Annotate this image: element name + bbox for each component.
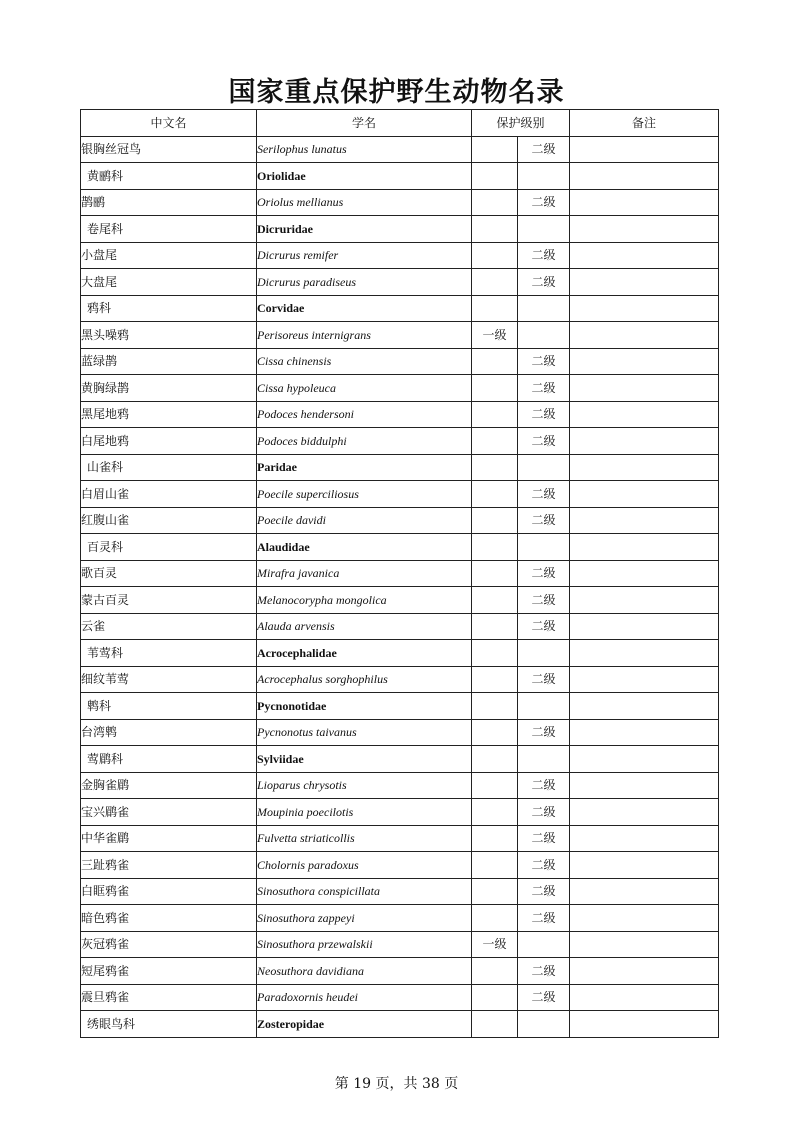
species-row bbox=[81, 375, 719, 402]
level-two-cell bbox=[518, 534, 570, 561]
scientific-name-cell: Poecile superciliosus bbox=[257, 481, 472, 508]
species-row bbox=[81, 481, 719, 508]
remarks-cell bbox=[570, 375, 719, 402]
remarks-cell bbox=[570, 295, 719, 322]
chinese-name-cell: 鸦科 bbox=[81, 295, 257, 322]
species-row bbox=[81, 560, 719, 587]
remarks-cell bbox=[570, 719, 719, 746]
family-row bbox=[81, 216, 719, 243]
level-two-cell: 二级 bbox=[518, 189, 570, 216]
remarks-cell bbox=[570, 640, 719, 667]
species-row bbox=[81, 269, 719, 296]
level-one-cell bbox=[472, 534, 518, 561]
chinese-name-cell: 短尾鸦雀 bbox=[81, 958, 257, 985]
level-two-cell: 二级 bbox=[518, 613, 570, 640]
scientific-name-cell: Dicruridae bbox=[257, 216, 472, 243]
chinese-name-cell: 白眶鸦雀 bbox=[81, 878, 257, 905]
remarks-cell bbox=[570, 693, 719, 720]
scientific-name-cell: Pycnonotus taivanus bbox=[257, 719, 472, 746]
species-row bbox=[81, 825, 719, 852]
scientific-name-cell: Serilophus lunatus bbox=[257, 136, 472, 163]
level-two-cell bbox=[518, 640, 570, 667]
level-two-cell bbox=[518, 693, 570, 720]
species-row bbox=[81, 905, 719, 932]
header-remarks: 备注 bbox=[570, 110, 719, 137]
species-row bbox=[81, 852, 719, 879]
level-two-cell: 二级 bbox=[518, 481, 570, 508]
chinese-name-cell: 黑尾地鸦 bbox=[81, 401, 257, 428]
chinese-name-cell: 鹎科 bbox=[81, 693, 257, 720]
chinese-name-cell: 金胸雀鹛 bbox=[81, 772, 257, 799]
family-row bbox=[81, 640, 719, 667]
scientific-name-cell: Oriolidae bbox=[257, 163, 472, 190]
scientific-name-cell: Dicrurus remifer bbox=[257, 242, 472, 269]
level-one-cell: 一级 bbox=[472, 931, 518, 958]
level-one-cell bbox=[472, 640, 518, 667]
scientific-name-cell: Sinosuthora zappeyi bbox=[257, 905, 472, 932]
page-number: 第 19 页，共 38 页 bbox=[334, 1076, 459, 1092]
scientific-name-cell: Moupinia poecilotis bbox=[257, 799, 472, 826]
remarks-cell bbox=[570, 507, 719, 534]
species-row bbox=[81, 772, 719, 799]
family-row bbox=[81, 1011, 719, 1038]
level-one-cell bbox=[472, 1011, 518, 1038]
scientific-name-cell: Acrocephalidae bbox=[257, 640, 472, 667]
chinese-name-cell: 银胸丝冠鸟 bbox=[81, 136, 257, 163]
scientific-name-cell: Dicrurus paradiseus bbox=[257, 269, 472, 296]
chinese-name-cell: 黑头噪鸦 bbox=[81, 322, 257, 349]
scientific-name-cell: Cholornis paradoxus bbox=[257, 852, 472, 879]
level-two-cell: 二级 bbox=[518, 719, 570, 746]
chinese-name-cell: 台湾鹎 bbox=[81, 719, 257, 746]
level-one-cell bbox=[472, 348, 518, 375]
level-two-cell: 二级 bbox=[518, 136, 570, 163]
family-row bbox=[81, 163, 719, 190]
chinese-name-cell: 灰冠鸦雀 bbox=[81, 931, 257, 958]
scientific-name-cell: Alaudidae bbox=[257, 534, 472, 561]
species-row bbox=[81, 799, 719, 826]
level-two-cell: 二级 bbox=[518, 772, 570, 799]
chinese-name-cell: 山雀科 bbox=[81, 454, 257, 481]
level-two-cell: 二级 bbox=[518, 905, 570, 932]
level-two-cell: 二级 bbox=[518, 560, 570, 587]
level-one-cell bbox=[472, 587, 518, 614]
header-protection-level: 保护级别 bbox=[472, 110, 570, 137]
species-row bbox=[81, 958, 719, 985]
scientific-name-cell: Paridae bbox=[257, 454, 472, 481]
level-one-cell bbox=[472, 242, 518, 269]
level-two-cell bbox=[518, 1011, 570, 1038]
remarks-cell bbox=[570, 931, 719, 958]
remarks-cell bbox=[570, 560, 719, 587]
remarks-cell bbox=[570, 322, 719, 349]
level-one-cell bbox=[472, 905, 518, 932]
species-row bbox=[81, 401, 719, 428]
chinese-name-cell: 黄鹂科 bbox=[81, 163, 257, 190]
scientific-name-cell: Corvidae bbox=[257, 295, 472, 322]
scientific-name-cell: Lioparus chrysotis bbox=[257, 772, 472, 799]
species-table bbox=[80, 109, 719, 1038]
scientific-name-cell: Sylviidae bbox=[257, 746, 472, 773]
remarks-cell bbox=[570, 1011, 719, 1038]
remarks-cell bbox=[570, 136, 719, 163]
level-one-cell bbox=[472, 693, 518, 720]
species-row bbox=[81, 189, 719, 216]
chinese-name-cell: 红腹山雀 bbox=[81, 507, 257, 534]
scientific-name-cell: Oriolus mellianus bbox=[257, 189, 472, 216]
remarks-cell bbox=[570, 454, 719, 481]
level-one-cell bbox=[472, 719, 518, 746]
level-one-cell bbox=[472, 613, 518, 640]
scientific-name-cell: Perisoreus internigrans bbox=[257, 322, 472, 349]
scientific-name-cell: Cissa hypoleuca bbox=[257, 375, 472, 402]
remarks-cell bbox=[570, 242, 719, 269]
scientific-name-cell: Pycnonotidae bbox=[257, 693, 472, 720]
species-row bbox=[81, 719, 719, 746]
chinese-name-cell: 小盘尾 bbox=[81, 242, 257, 269]
scientific-name-cell: Zosteropidae bbox=[257, 1011, 472, 1038]
level-two-cell: 二级 bbox=[518, 507, 570, 534]
chinese-name-cell: 蒙古百灵 bbox=[81, 587, 257, 614]
remarks-cell bbox=[570, 958, 719, 985]
remarks-cell bbox=[570, 825, 719, 852]
remarks-cell bbox=[570, 401, 719, 428]
species-row bbox=[81, 507, 719, 534]
scientific-name-cell: Podoces biddulphi bbox=[257, 428, 472, 455]
remarks-cell bbox=[570, 587, 719, 614]
level-two-cell bbox=[518, 322, 570, 349]
species-row bbox=[81, 428, 719, 455]
remarks-cell bbox=[570, 189, 719, 216]
chinese-name-cell: 中华雀鹛 bbox=[81, 825, 257, 852]
remarks-cell bbox=[570, 984, 719, 1011]
level-one-cell bbox=[472, 163, 518, 190]
chinese-name-cell: 苇莺科 bbox=[81, 640, 257, 667]
remarks-cell bbox=[570, 348, 719, 375]
level-one-cell bbox=[472, 269, 518, 296]
chinese-name-cell: 宝兴鹛雀 bbox=[81, 799, 257, 826]
level-one-cell bbox=[472, 799, 518, 826]
remarks-cell bbox=[570, 534, 719, 561]
scientific-name-cell: Acrocephalus sorghophilus bbox=[257, 666, 472, 693]
level-one-cell bbox=[472, 136, 518, 163]
header-chinese-name: 中文名 bbox=[81, 110, 257, 137]
species-row bbox=[81, 322, 719, 349]
scientific-name-cell: Alauda arvensis bbox=[257, 613, 472, 640]
scientific-name-cell: Paradoxornis heudei bbox=[257, 984, 472, 1011]
chinese-name-cell: 三趾鸦雀 bbox=[81, 852, 257, 879]
family-row bbox=[81, 746, 719, 773]
level-two-cell: 二级 bbox=[518, 348, 570, 375]
scientific-name-cell: Cissa chinensis bbox=[257, 348, 472, 375]
species-row bbox=[81, 587, 719, 614]
level-two-cell: 二级 bbox=[518, 984, 570, 1011]
level-two-cell: 二级 bbox=[518, 799, 570, 826]
remarks-cell bbox=[570, 216, 719, 243]
level-one-cell bbox=[472, 878, 518, 905]
chinese-name-cell: 震旦鸦雀 bbox=[81, 984, 257, 1011]
level-one-cell bbox=[472, 481, 518, 508]
level-two-cell bbox=[518, 454, 570, 481]
family-row bbox=[81, 295, 719, 322]
level-one-cell bbox=[472, 189, 518, 216]
chinese-name-cell: 卷尾科 bbox=[81, 216, 257, 243]
scientific-name-cell: Neosuthora davidiana bbox=[257, 958, 472, 985]
remarks-cell bbox=[570, 428, 719, 455]
level-two-cell: 二级 bbox=[518, 401, 570, 428]
level-one-cell bbox=[472, 216, 518, 243]
level-two-cell: 二级 bbox=[518, 958, 570, 985]
chinese-name-cell: 云雀 bbox=[81, 613, 257, 640]
level-one-cell: 一级 bbox=[472, 322, 518, 349]
scientific-name-cell: Sinosuthora przewalskii bbox=[257, 931, 472, 958]
level-one-cell bbox=[472, 295, 518, 322]
level-two-cell bbox=[518, 163, 570, 190]
level-one-cell bbox=[472, 375, 518, 402]
remarks-cell bbox=[570, 799, 719, 826]
scientific-name-cell: Podoces hendersoni bbox=[257, 401, 472, 428]
species-row bbox=[81, 666, 719, 693]
level-two-cell: 二级 bbox=[518, 428, 570, 455]
scientific-name-cell: Poecile davidi bbox=[257, 507, 472, 534]
level-one-cell bbox=[472, 507, 518, 534]
chinese-name-cell: 白眉山雀 bbox=[81, 481, 257, 508]
remarks-cell bbox=[570, 772, 719, 799]
table-body bbox=[81, 136, 719, 1037]
level-two-cell: 二级 bbox=[518, 242, 570, 269]
level-two-cell: 二级 bbox=[518, 852, 570, 879]
scientific-name-cell: Melanocorypha mongolica bbox=[257, 587, 472, 614]
chinese-name-cell: 鹊鹂 bbox=[81, 189, 257, 216]
species-row bbox=[81, 613, 719, 640]
chinese-name-cell: 黄胸绿鹊 bbox=[81, 375, 257, 402]
chinese-name-cell: 大盘尾 bbox=[81, 269, 257, 296]
family-row bbox=[81, 534, 719, 561]
table-header-row bbox=[81, 110, 719, 137]
level-one-cell bbox=[472, 746, 518, 773]
remarks-cell bbox=[570, 878, 719, 905]
level-two-cell: 二级 bbox=[518, 587, 570, 614]
remarks-cell bbox=[570, 481, 719, 508]
scientific-name-cell: Mirafra javanica bbox=[257, 560, 472, 587]
level-two-cell bbox=[518, 295, 570, 322]
level-two-cell: 二级 bbox=[518, 825, 570, 852]
scientific-name-cell: Fulvetta striaticollis bbox=[257, 825, 472, 852]
level-one-cell bbox=[472, 825, 518, 852]
chinese-name-cell: 绣眼鸟科 bbox=[81, 1011, 257, 1038]
family-row bbox=[81, 693, 719, 720]
remarks-cell bbox=[570, 852, 719, 879]
level-one-cell bbox=[472, 772, 518, 799]
chinese-name-cell: 百灵科 bbox=[81, 534, 257, 561]
remarks-cell bbox=[570, 666, 719, 693]
chinese-name-cell: 白尾地鸦 bbox=[81, 428, 257, 455]
level-one-cell bbox=[472, 428, 518, 455]
level-two-cell: 二级 bbox=[518, 375, 570, 402]
level-one-cell bbox=[472, 852, 518, 879]
level-one-cell bbox=[472, 666, 518, 693]
level-two-cell bbox=[518, 216, 570, 243]
chinese-name-cell: 蓝绿鹊 bbox=[81, 348, 257, 375]
level-two-cell: 二级 bbox=[518, 666, 570, 693]
chinese-name-cell: 细纹苇莺 bbox=[81, 666, 257, 693]
level-two-cell bbox=[518, 746, 570, 773]
family-row bbox=[81, 454, 719, 481]
level-one-cell bbox=[472, 958, 518, 985]
species-row bbox=[81, 984, 719, 1011]
species-row bbox=[81, 931, 719, 958]
species-row bbox=[81, 136, 719, 163]
page-title: 国家重点保护野生动物名录 bbox=[228, 77, 565, 108]
level-one-cell bbox=[472, 984, 518, 1011]
remarks-cell bbox=[570, 269, 719, 296]
level-two-cell: 二级 bbox=[518, 878, 570, 905]
remarks-cell bbox=[570, 746, 719, 773]
chinese-name-cell: 暗色鸦雀 bbox=[81, 905, 257, 932]
chinese-name-cell: 莺鹛科 bbox=[81, 746, 257, 773]
species-row bbox=[81, 348, 719, 375]
remarks-cell bbox=[570, 613, 719, 640]
level-one-cell bbox=[472, 560, 518, 587]
species-row bbox=[81, 242, 719, 269]
remarks-cell bbox=[570, 905, 719, 932]
level-one-cell bbox=[472, 454, 518, 481]
level-two-cell bbox=[518, 931, 570, 958]
level-two-cell: 二级 bbox=[518, 269, 570, 296]
scientific-name-cell: Sinosuthora conspicillata bbox=[257, 878, 472, 905]
level-one-cell bbox=[472, 401, 518, 428]
chinese-name-cell: 歌百灵 bbox=[81, 560, 257, 587]
header-scientific-name: 学名 bbox=[257, 110, 472, 137]
remarks-cell bbox=[570, 163, 719, 190]
species-row bbox=[81, 878, 719, 905]
